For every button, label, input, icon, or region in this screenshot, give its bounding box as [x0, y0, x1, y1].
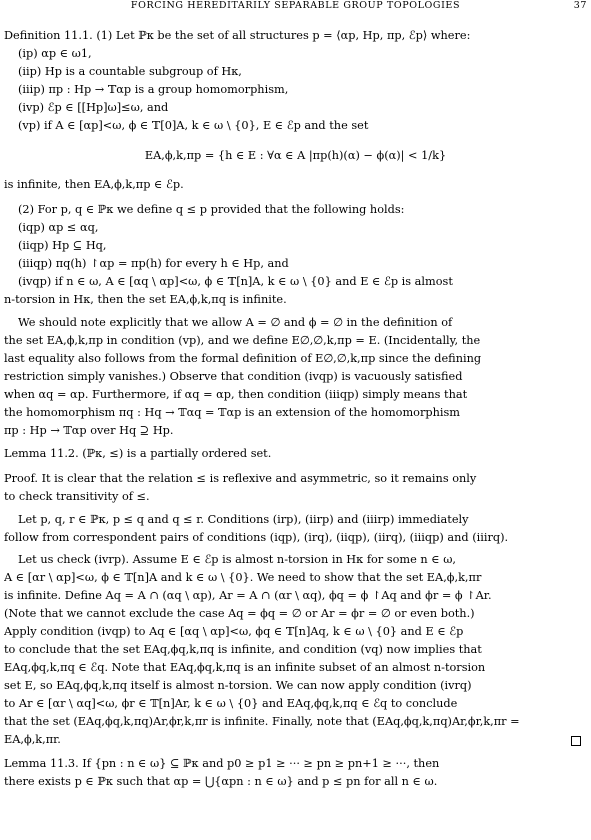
text-line: follow from correspondent pairs of conditions (iqp), (irq), (iiqp), (iirq), (iiiqp) and (iiirq).	[4, 531, 509, 544]
text-line: that the set (EAq,ϕq,k,πq)Ar,ϕr,k,πr is infinite. Finally, note that (EAq,ϕq,k,πq)Ar,ϕr,k,πr =	[4, 715, 520, 728]
text-line: (Note that we cannot exclude the case Aq = ϕq = ∅ or Ar = ϕr = ∅ or even both.)	[4, 607, 475, 620]
text-line: (iqp) αp ≤ αq,	[18, 221, 99, 234]
definition-heading: Definition 11.1. (1) Let ℙκ be the set of all structures p = ⟨αp, Hp, πp, ℰp⟩ where:	[4, 29, 471, 42]
text-line: Let p, q, r ∈ ℙκ, p ≤ q and q ≤ r. Conditions (irp), (iirp) and (iiirp) immediately	[18, 513, 469, 526]
lemma-heading: Lemma 11.3. If {pn : n ∈ ω} ⊆ ℙκ and p0 ≥ p1 ≥ ··· ≥ pn ≥ pn+1 ≥ ···, then	[4, 757, 440, 770]
text-line: (2) For p, q ∈ ℙκ we define q ≤ p provided that the following holds:	[18, 203, 405, 216]
text-line: EA,ϕ,k,πr.	[4, 733, 61, 746]
text-line: (ivqp) if n ∈ ω, A ∈ [αq \ αp]<ω, ϕ ∈ 𝕋[n]A, k ∈ ω \ {0} and E ∈ ℰp is almost	[18, 275, 453, 288]
text-line-with-qed	[4, 731, 587, 749]
running-header	[0, 0, 591, 14]
text-line: (iiqp) Hp ⊆ Hq,	[18, 239, 107, 252]
text-line: is infinite. Define Aq = A ∩ (αq \ αp), Ar = A ∩ (αr \ αq), ϕq = ϕ ↾Aq and ϕr = ϕ ↾Ar.	[4, 589, 492, 602]
text-line: to conclude that the set EAq,ϕq,k,πq is infinite, and condition (vq) now implies that	[4, 643, 482, 656]
text-line: set E, so EAq,ϕq,k,πq itself is almost n-torsion. We can now apply condition (ivrq)	[4, 679, 472, 692]
text-line: to Ar ∈ [αr \ αq]<ω, ϕr ∈ 𝕋[n]Ar, k ∈ ω \ {0} and EAq,ϕq,k,πq ∈ ℰq to conclude	[4, 697, 458, 710]
qed-icon	[571, 736, 581, 746]
text-line: last equality also follows from the formal definition of E∅,∅,k,πp since the defining	[4, 352, 482, 365]
text-line: n-torsion in Hκ, then the set EA,ϕ,k,πq is infinite.	[4, 293, 287, 306]
text-line: πp : Hp → 𝕋αp over Hq ⊇ Hp.	[4, 424, 174, 437]
text-line: to check transitivity of ≤.	[4, 490, 150, 503]
page-number: 37	[573, 0, 587, 11]
text-line: is infinite, then EA,ϕ,k,πp ∈ ℰp.	[4, 178, 184, 191]
proof-line: Proof. It is clear that the relation ≤ is reflexive and asymmetric, so it remains only	[4, 472, 477, 485]
text-line: (iiiqp) πq(h) ↾αp = πp(h) for every h ∈ Hp, and	[18, 257, 289, 270]
running-title: FORCING HEREDITARILY SEPARABLE GROUP TOPOLOGIES	[130, 0, 461, 11]
text-line: EAq,ϕq,k,πq ∈ ℰq. Note that EAq,ϕq,k,πq is an infinite subset of an almost n-torsion	[4, 661, 486, 674]
text-line: A ∈ [αr \ αp]<ω, ϕ ∈ 𝕋[n]A and k ∈ ω \ {0}. We need to show that the set EA,ϕ,k,πr	[4, 571, 482, 584]
text-line: (iiip) πp : Hp → 𝕋αp is a group homomorphism,	[18, 83, 289, 96]
lemma-heading: Lemma 11.2. (ℙκ, ≤) is a partially ordered set.	[4, 447, 272, 460]
text-line: the homomorphism πq : Hq → 𝕋αq = 𝕋αp is an extension of the homomorphism	[4, 406, 461, 419]
text-line: (vp) if A ∈ [αp]<ω, ϕ ∈ 𝕋[0]A, k ∈ ω \ {0}, E ∈ ℰp and the set	[18, 119, 369, 132]
text-line: Apply condition (ivqp) to Aq ∈ [αq \ αp]<ω, ϕq ∈ 𝕋[n]Aq, k ∈ ω \ {0} and E ∈ ℰp	[4, 625, 464, 638]
text-line: restriction simply vanishes.) Observe that condition (ivqp) is vacuously satisfied	[4, 370, 463, 383]
text-line: We should note explicitly that we allow A = ∅ and ϕ = ∅ in the definition of	[18, 316, 453, 329]
text-line: the set EA,ϕ,k,πp in condition (vp), and we define E∅,∅,k,πp = E. (Incidentally, the	[4, 334, 481, 347]
text-line: there exists p ∈ ℙκ such that αp = ⋃{αpn : n ∈ ω} and p ≤ pn for all n ∈ ω.	[4, 775, 438, 788]
display-equation: EA,ϕ,k,πp = {h ∈ E : ∀α ∈ A |πp(h)(α) − ϕ(α)| < 1/k}	[144, 149, 447, 162]
text-line: (iip) Hp is a countable subgroup of Hκ,	[18, 65, 242, 78]
text-line: when αq = αp. Furthermore, if αq = αp, then condition (iiiqp) simply means that	[4, 388, 468, 401]
text-line: (ivp) ℰp ∈ [[Hp]ω]≤ω, and	[18, 101, 169, 114]
text-line: (ip) αp ∈ ω1,	[18, 47, 92, 60]
text-line: Let us check (ivrp). Assume E ∈ ℰp is almost n-torsion in Hκ for some n ∈ ω,	[18, 553, 456, 566]
